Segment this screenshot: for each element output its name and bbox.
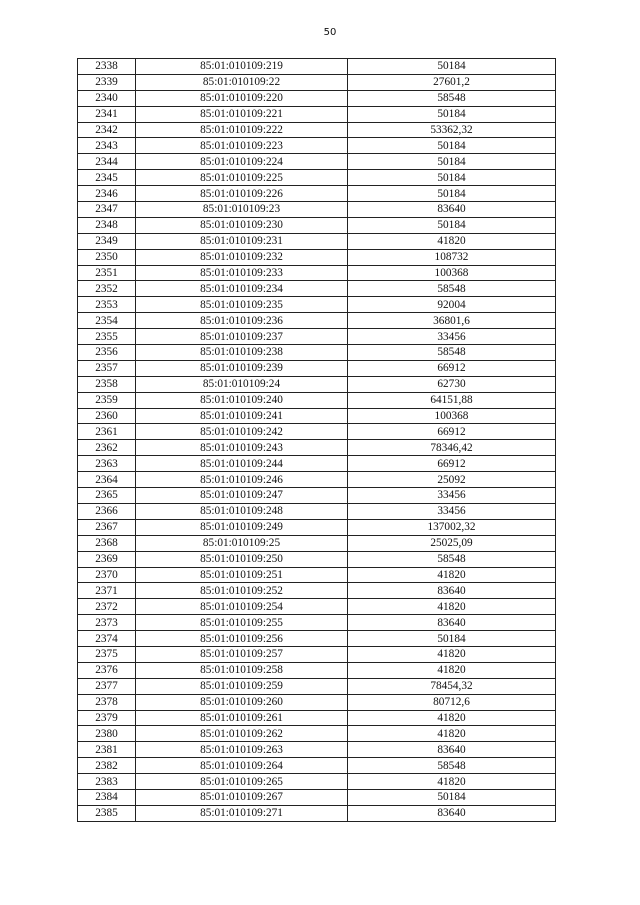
cadastral-value-cell: 41820 <box>348 599 556 615</box>
cadastral-value-cell: 27601,2 <box>348 74 556 90</box>
cadastral-number-cell: 85:01:010109:251 <box>136 567 348 583</box>
table-row <box>78 694 556 710</box>
table-row <box>78 392 556 408</box>
row-number-cell: 2364 <box>78 472 136 488</box>
row-number-cell: 2352 <box>78 281 136 297</box>
table-row <box>78 202 556 218</box>
row-number-cell: 2385 <box>78 805 136 821</box>
cadastral-value-cell: 50184 <box>348 59 556 75</box>
table-row <box>78 313 556 329</box>
row-number-cell: 2349 <box>78 233 136 249</box>
table-row <box>78 233 556 249</box>
cadastral-value-cell: 100368 <box>348 265 556 281</box>
table-row <box>78 503 556 519</box>
table-row <box>78 360 556 376</box>
table-row <box>78 472 556 488</box>
table-row <box>78 138 556 154</box>
cadastral-value-cell: 53362,32 <box>348 122 556 138</box>
table-row <box>78 376 556 392</box>
cadastral-value-cell: 83640 <box>348 805 556 821</box>
cadastral-number-cell: 85:01:010109:224 <box>136 154 348 170</box>
row-number-cell: 2383 <box>78 774 136 790</box>
cadastral-number-cell: 85:01:010109:225 <box>136 170 348 186</box>
cadastral-value-cell: 41820 <box>348 662 556 678</box>
row-number-cell: 2346 <box>78 186 136 202</box>
row-number-cell: 2382 <box>78 758 136 774</box>
cadastral-value-cell: 50184 <box>348 217 556 233</box>
table-row <box>78 122 556 138</box>
cadastral-value-cell: 83640 <box>348 742 556 758</box>
row-number-cell: 2381 <box>78 742 136 758</box>
cadastral-value-cell: 50184 <box>348 170 556 186</box>
cadastral-value-cell: 25092 <box>348 472 556 488</box>
row-number-cell: 2350 <box>78 249 136 265</box>
cadastral-number-cell: 85:01:010109:246 <box>136 472 348 488</box>
cadastral-number-cell: 85:01:010109:267 <box>136 789 348 805</box>
row-number-cell: 2379 <box>78 710 136 726</box>
cadastral-number-cell: 85:01:010109:22 <box>136 74 348 90</box>
cadastral-value-cell: 92004 <box>348 297 556 313</box>
row-number-cell: 2365 <box>78 488 136 504</box>
row-number-cell: 2338 <box>78 59 136 75</box>
table-row <box>78 440 556 456</box>
cadastral-number-cell: 85:01:010109:230 <box>136 217 348 233</box>
cadastral-number-cell: 85:01:010109:255 <box>136 615 348 631</box>
cadastral-value-cell: 83640 <box>348 615 556 631</box>
cadastral-number-cell: 85:01:010109:259 <box>136 678 348 694</box>
table-row <box>78 456 556 472</box>
cadastral-value-cell: 41820 <box>348 726 556 742</box>
cadastral-value-cell: 50184 <box>348 789 556 805</box>
cadastral-value-cell: 137002,32 <box>348 519 556 535</box>
row-number-cell: 2371 <box>78 583 136 599</box>
cadastral-number-cell: 85:01:010109:254 <box>136 599 348 615</box>
cadastral-value-cell: 62730 <box>348 376 556 392</box>
cadastral-value-cell: 64151,88 <box>348 392 556 408</box>
row-number-cell: 2339 <box>78 74 136 90</box>
table-row <box>78 758 556 774</box>
row-number-cell: 2376 <box>78 662 136 678</box>
table-row <box>78 805 556 821</box>
row-number-cell: 2384 <box>78 789 136 805</box>
row-number-cell: 2374 <box>78 631 136 647</box>
cadastral-number-cell: 85:01:010109:219 <box>136 59 348 75</box>
cadastral-value-cell: 83640 <box>348 202 556 218</box>
cadastral-value-cell: 66912 <box>348 456 556 472</box>
cadastral-number-cell: 85:01:010109:264 <box>136 758 348 774</box>
cadastral-number-cell: 85:01:010109:252 <box>136 583 348 599</box>
row-number-cell: 2380 <box>78 726 136 742</box>
cadastral-number-cell: 85:01:010109:249 <box>136 519 348 535</box>
cadastral-number-cell: 85:01:010109:263 <box>136 742 348 758</box>
cadastral-value-cell: 58548 <box>348 345 556 361</box>
table-row <box>78 329 556 345</box>
cadastral-number-cell: 85:01:010109:244 <box>136 456 348 472</box>
cadastral-number-cell: 85:01:010109:23 <box>136 202 348 218</box>
cadastral-number-cell: 85:01:010109:237 <box>136 329 348 345</box>
row-number-cell: 2354 <box>78 313 136 329</box>
row-number-cell: 2366 <box>78 503 136 519</box>
cadastral-number-cell: 85:01:010109:262 <box>136 726 348 742</box>
row-number-cell: 2340 <box>78 90 136 106</box>
table-row <box>78 408 556 424</box>
cadastral-value-cell: 78454,32 <box>348 678 556 694</box>
table-row <box>78 599 556 615</box>
table-row <box>78 488 556 504</box>
row-number-cell: 2368 <box>78 535 136 551</box>
table-row <box>78 424 556 440</box>
row-number-cell: 2369 <box>78 551 136 567</box>
cadastral-number-cell: 85:01:010109:257 <box>136 646 348 662</box>
cadastral-number-cell: 85:01:010109:241 <box>136 408 348 424</box>
cadastral-number-cell: 85:01:010109:239 <box>136 360 348 376</box>
row-number-cell: 2357 <box>78 360 136 376</box>
cadastral-value-cell: 58548 <box>348 90 556 106</box>
row-number-cell: 2360 <box>78 408 136 424</box>
table-row <box>78 726 556 742</box>
cadastral-number-cell: 85:01:010109:231 <box>136 233 348 249</box>
table-row <box>78 281 556 297</box>
row-number-cell: 2348 <box>78 217 136 233</box>
cadastral-number-cell: 85:01:010109:221 <box>136 106 348 122</box>
table-row <box>78 186 556 202</box>
cadastral-number-cell: 85:01:010109:242 <box>136 424 348 440</box>
cadastral-number-cell: 85:01:010109:261 <box>136 710 348 726</box>
table-row <box>78 297 556 313</box>
table-row <box>78 615 556 631</box>
row-number-cell: 2356 <box>78 345 136 361</box>
table-row <box>78 742 556 758</box>
table-row <box>78 345 556 361</box>
table-row <box>78 551 556 567</box>
row-number-cell: 2344 <box>78 154 136 170</box>
cadastral-value-cell: 78346,42 <box>348 440 556 456</box>
cadastral-value-cell: 41820 <box>348 774 556 790</box>
cadastral-value-cell: 100368 <box>348 408 556 424</box>
row-number-cell: 2341 <box>78 106 136 122</box>
cadastral-number-cell: 85:01:010109:226 <box>136 186 348 202</box>
cadastral-value-table <box>77 58 556 822</box>
cadastral-number-cell: 85:01:010109:240 <box>136 392 348 408</box>
cadastral-number-cell: 85:01:010109:248 <box>136 503 348 519</box>
table-row <box>78 710 556 726</box>
row-number-cell: 2370 <box>78 567 136 583</box>
table-row <box>78 789 556 805</box>
row-number-cell: 2343 <box>78 138 136 154</box>
cadastral-value-cell: 50184 <box>348 154 556 170</box>
table-row <box>78 519 556 535</box>
cadastral-number-cell: 85:01:010109:260 <box>136 694 348 710</box>
cadastral-number-cell: 85:01:010109:235 <box>136 297 348 313</box>
table-row <box>78 217 556 233</box>
cadastral-value-cell: 41820 <box>348 710 556 726</box>
cadastral-value-cell: 50184 <box>348 138 556 154</box>
cadastral-number-cell: 85:01:010109:238 <box>136 345 348 361</box>
cadastral-number-cell: 85:01:010109:258 <box>136 662 348 678</box>
cadastral-value-cell: 50184 <box>348 186 556 202</box>
cadastral-value-cell: 58548 <box>348 281 556 297</box>
row-number-cell: 2347 <box>78 202 136 218</box>
cadastral-value-cell: 33456 <box>348 329 556 345</box>
row-number-cell: 2345 <box>78 170 136 186</box>
cadastral-value-cell: 41820 <box>348 567 556 583</box>
cadastral-value-cell: 25025,09 <box>348 535 556 551</box>
table-row <box>78 774 556 790</box>
cadastral-value-cell: 50184 <box>348 631 556 647</box>
table-row <box>78 646 556 662</box>
cadastral-value-cell: 108732 <box>348 249 556 265</box>
table-row <box>78 631 556 647</box>
cadastral-number-cell: 85:01:010109:250 <box>136 551 348 567</box>
cadastral-value-cell: 66912 <box>348 424 556 440</box>
table-row <box>78 265 556 281</box>
table-row <box>78 170 556 186</box>
cadastral-value-cell: 80712,6 <box>348 694 556 710</box>
cadastral-value-cell: 33456 <box>348 488 556 504</box>
table-row <box>78 59 556 75</box>
table-row <box>78 249 556 265</box>
table-row <box>78 154 556 170</box>
table-row <box>78 583 556 599</box>
cadastral-number-cell: 85:01:010109:234 <box>136 281 348 297</box>
cadastral-value-cell: 58548 <box>348 551 556 567</box>
cadastral-value-cell: 41820 <box>348 646 556 662</box>
row-number-cell: 2359 <box>78 392 136 408</box>
cadastral-number-cell: 85:01:010109:232 <box>136 249 348 265</box>
cadastral-value-cell: 50184 <box>348 106 556 122</box>
table-row <box>78 662 556 678</box>
row-number-cell: 2358 <box>78 376 136 392</box>
row-number-cell: 2363 <box>78 456 136 472</box>
table-row <box>78 678 556 694</box>
row-number-cell: 2378 <box>78 694 136 710</box>
cadastral-value-cell: 83640 <box>348 583 556 599</box>
table-row <box>78 535 556 551</box>
cadastral-number-cell: 85:01:010109:243 <box>136 440 348 456</box>
table-row <box>78 106 556 122</box>
cadastral-number-cell: 85:01:010109:222 <box>136 122 348 138</box>
page-number: 50 <box>323 27 337 38</box>
cadastral-number-cell: 85:01:010109:220 <box>136 90 348 106</box>
cadastral-value-cell: 33456 <box>348 503 556 519</box>
row-number-cell: 2362 <box>78 440 136 456</box>
cadastral-number-cell: 85:01:010109:25 <box>136 535 348 551</box>
cadastral-number-cell: 85:01:010109:256 <box>136 631 348 647</box>
table-row <box>78 74 556 90</box>
row-number-cell: 2375 <box>78 646 136 662</box>
cadastral-value-cell: 41820 <box>348 233 556 249</box>
row-number-cell: 2367 <box>78 519 136 535</box>
row-number-cell: 2373 <box>78 615 136 631</box>
table-row <box>78 90 556 106</box>
row-number-cell: 2355 <box>78 329 136 345</box>
cadastral-number-cell: 85:01:010109:236 <box>136 313 348 329</box>
cadastral-number-cell: 85:01:010109:247 <box>136 488 348 504</box>
row-number-cell: 2361 <box>78 424 136 440</box>
row-number-cell: 2353 <box>78 297 136 313</box>
cadastral-number-cell: 85:01:010109:271 <box>136 805 348 821</box>
table-row <box>78 567 556 583</box>
cadastral-value-cell: 66912 <box>348 360 556 376</box>
table-body <box>78 59 556 822</box>
row-number-cell: 2342 <box>78 122 136 138</box>
cadastral-number-cell: 85:01:010109:24 <box>136 376 348 392</box>
cadastral-number-cell: 85:01:010109:233 <box>136 265 348 281</box>
cadastral-number-cell: 85:01:010109:223 <box>136 138 348 154</box>
cadastral-value-cell: 36801,6 <box>348 313 556 329</box>
cadastral-value-cell: 58548 <box>348 758 556 774</box>
cadastral-number-cell: 85:01:010109:265 <box>136 774 348 790</box>
row-number-cell: 2377 <box>78 678 136 694</box>
row-number-cell: 2351 <box>78 265 136 281</box>
row-number-cell: 2372 <box>78 599 136 615</box>
